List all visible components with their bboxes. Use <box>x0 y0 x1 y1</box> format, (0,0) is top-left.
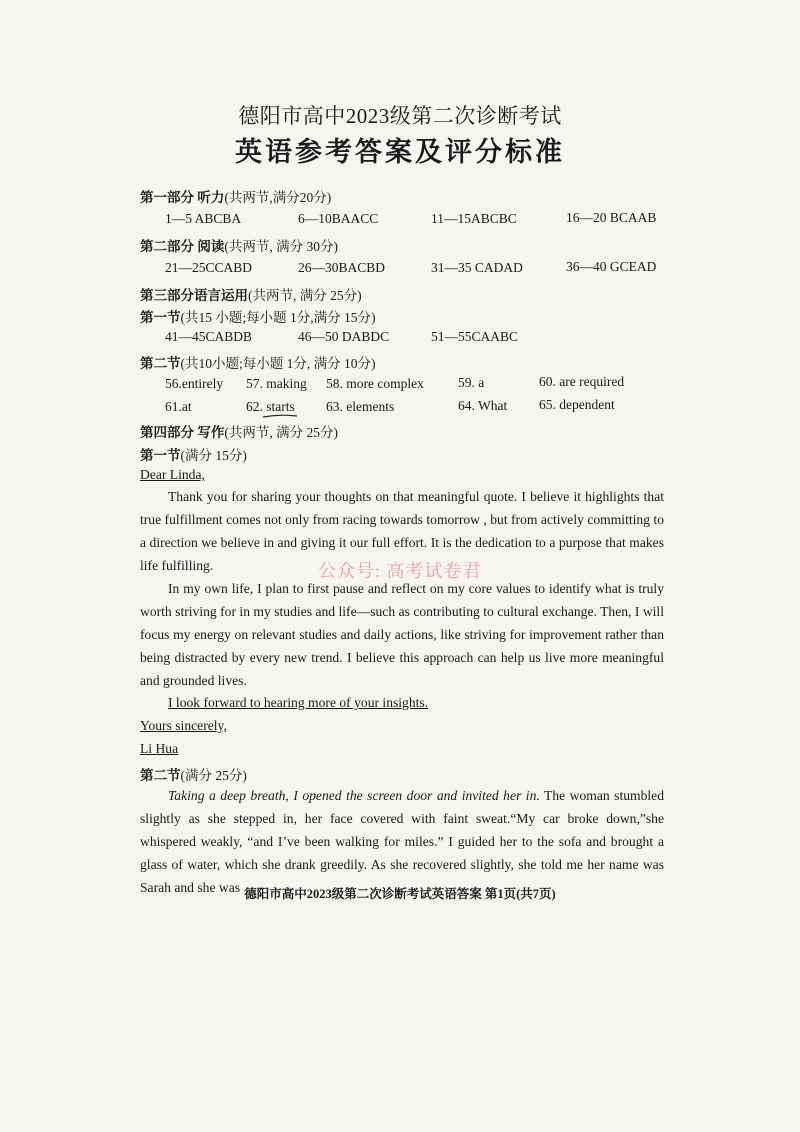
part1-note: (共两节,满分20分) <box>224 190 332 205</box>
letter-paragraph-2: In my own life, I plan to first pause and reflect on my core values to identify what is truly worth striving for in my studies and life—such as contributing to cultural exchange. Then, I will focus my energy on relevant studies and daily actions, like striving for improvement rather than being distracted by every new trend. I believe this approach can help us live more meaningful and grounded lives. <box>140 581 664 688</box>
part3-title: 第三部分语言运用 <box>140 288 248 303</box>
exam-title: 德阳市高中2023级第二次诊断考试 <box>238 104 562 128</box>
answer-group: 51—55CAABC <box>431 329 519 344</box>
answer-item: 61.at <box>165 399 192 414</box>
answer-item: 59. a <box>458 375 485 390</box>
part4-heading <box>140 421 338 441</box>
section-note: (满分 15分) <box>180 448 247 463</box>
answer-item: 63. elements <box>326 399 395 414</box>
section-title: 第二节 <box>140 768 181 783</box>
answer-item: 58. more complex <box>326 376 424 391</box>
part1-title: 第一部分 听力 <box>140 190 225 205</box>
answer-group: 11—15ABCBC <box>431 211 517 226</box>
continuation-text: The woman stumbled slightly as she stepped in, her face covered with faint sweat.“My car broke down,”she whispered weakly, “and I’ve been walking for miles.” I guided her to the sofa and brought a glass of water, which she drank greedily. As she recovered slightly, she told me her name was Sarah and she was <box>140 788 665 895</box>
answer-group: 26—30BACBD <box>298 260 386 275</box>
part4-section2-heading <box>140 764 247 784</box>
page-footer: 德阳市高中2023级第二次诊断考试英语答案 第1页(共7页) <box>244 887 556 901</box>
section-note: (共15 小题;每小题 1分,满分 15分) <box>180 310 376 325</box>
answer-group: 31—35 CADAD <box>431 260 523 275</box>
section-title: 第一节 <box>140 310 181 325</box>
answer-group: 36—40 GCEAD <box>566 259 657 274</box>
letter-closing-line: I look forward to hearing more of your insights. <box>168 695 429 710</box>
answer-group: 16—20 BCAAB <box>566 210 657 225</box>
letter-signature-name: Li Hua <box>140 741 179 756</box>
answer-group: 41—45CABDB <box>165 329 253 344</box>
answer-group: 1—5 ABCBA <box>165 211 242 226</box>
letter-salutation: Dear Linda, <box>140 467 205 482</box>
letter-paragraph-1: Thank you for sharing your thoughts on that meaningful quote. I believe it highlights that true fulfillment comes not only from racing towards tomorrow , but from actively committing to a direction we believe in and giving it our full effort. It is the dedication to a purpose that makes life fulfilling. <box>140 489 664 573</box>
part3-note: (共两节, 满分 25分) <box>248 288 362 303</box>
answer-group: 6—10BAACC <box>298 211 379 226</box>
answer-group: 21—25CCABD <box>165 260 253 275</box>
section-note: (满分 25分) <box>180 768 247 783</box>
answer-item: 62. starts <box>246 399 295 414</box>
handwritten-underline <box>262 413 298 419</box>
part2-title: 第二部分 阅读 <box>140 239 225 254</box>
part3-heading <box>140 284 362 304</box>
section-title: 第二节 <box>140 356 181 371</box>
part3-section1-heading <box>140 306 376 326</box>
watermark-text: 公众号: 高考试卷君 <box>318 561 482 581</box>
document-subtitle: 英语参考答案及评分标准 <box>235 137 565 167</box>
part4-note: (共两节, 满分 25分) <box>224 425 338 440</box>
part3-section2-heading <box>140 352 376 372</box>
continuation-paragraph <box>140 784 664 899</box>
section-title: 第一节 <box>140 448 181 463</box>
letter-signoff: Yours sincerely, <box>140 718 227 733</box>
answer-item: 64. What <box>458 398 508 413</box>
part4-section1-heading <box>140 444 247 464</box>
section-note: (共10小题;每小题 1分, 满分 10分) <box>180 356 376 371</box>
part1-heading <box>140 186 331 206</box>
part4-title: 第四部分 写作 <box>140 425 225 440</box>
part2-heading <box>140 235 338 255</box>
answer-item: 56.entirely <box>165 376 224 391</box>
answer-item: 57. making <box>246 376 307 391</box>
answer-group: 46—50 DABDC <box>298 329 390 344</box>
part2-note: (共两节, 满分 30分) <box>224 239 338 254</box>
answer-item: 65. dependent <box>539 397 615 412</box>
answer-item: 60. are required <box>539 374 625 389</box>
continuation-lead-sentence: Taking a deep breath, I opened the screen door and invited her in. <box>168 788 540 803</box>
